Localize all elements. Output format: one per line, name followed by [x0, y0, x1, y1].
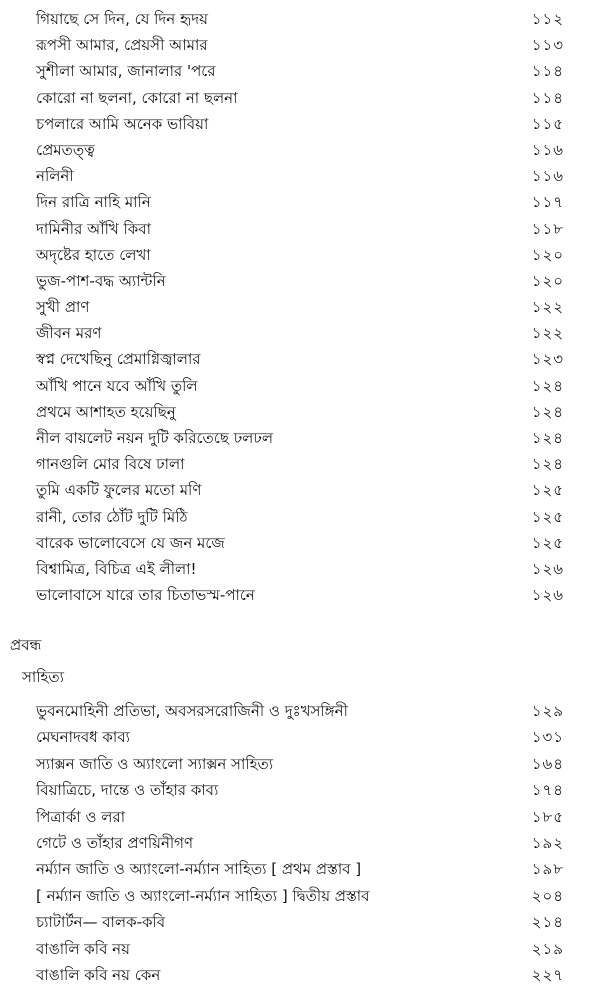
toc-entry: [0, 189, 600, 215]
toc-entry-page-number: ১২০: [531, 245, 564, 264]
toc-entry-page-number: ১৬৪: [531, 754, 564, 773]
toc-entry-page-number: ১২৬: [531, 559, 564, 578]
toc-entry-title: স্যাক্সন জাতি ও অ্যাংলো স্যাক্সন সাহিত্য: [36, 754, 274, 773]
toc-entry-page-number: ২২৭: [531, 965, 564, 984]
toc-entry-title: তুমি একটি ফুলের মতো মণি: [36, 481, 202, 500]
toc-entry: [0, 909, 600, 935]
toc-entry: [0, 724, 600, 750]
toc-entry-title: রূপসী আমার, প্রেয়সী আমার: [36, 36, 208, 55]
section-heading: প্রবন্ধ: [10, 636, 42, 654]
toc-entry: [0, 111, 600, 137]
toc-entry: [0, 6, 600, 32]
toc-entry-title: বিশ্বামিত্র, বিচিত্র এই লীলা!: [36, 559, 197, 578]
toc-entry: [0, 216, 600, 242]
toc-entry-page-number: ১১৫: [531, 114, 564, 133]
toc-entry-title: গিয়াছে সে দিন, যে দিন হৃদয়: [36, 10, 208, 28]
toc-entry-page-number: ১২০: [531, 271, 564, 290]
toc-entry-page-number: ১৮৫: [531, 807, 564, 826]
toc-entry-title: নীল বায়লেট নয়ন দুটি করিতেছে ঢলঢল: [36, 429, 274, 447]
toc-entry-page-number: ১২৫: [531, 481, 564, 500]
toc-entry-title: বাঙালি কবি নয় কেন: [36, 965, 161, 984]
toc-entry-title: আঁখি পানে যবে আঁখি তুলি: [36, 376, 198, 395]
toc-entry-page-number: ১১৪: [531, 88, 564, 107]
toc-entry-page-number: ১২৬: [531, 586, 564, 605]
toc-entry-title: নর্ম্যান জাতি ও অ্যাংলো-নর্ম্যান সাহিত্য [ প্রথম প্রস্তাব ]: [36, 860, 362, 879]
toc-entry-title: প্রেমতত্ত্ব: [36, 140, 95, 159]
toc-essays-list: [0, 698, 600, 988]
toc-entry: [0, 698, 600, 724]
toc-entry-title: গানগুলি মোর বিষে ঢালা: [36, 455, 185, 474]
toc-entry: [0, 268, 600, 294]
toc-entry: [0, 856, 600, 882]
toc-entry-page-number: ২১৪: [531, 913, 564, 932]
toc-entry-title: সুশীলা আমার, জানালার 'পরে: [36, 62, 216, 81]
toc-entry-title: দিন রাত্রি নাহি মানি: [36, 193, 151, 212]
toc-entry-page-number: ১২৪: [531, 429, 564, 447]
toc-entry: [0, 804, 600, 830]
toc-entry-title: পিত্রার্কা ও লরা: [36, 807, 126, 826]
toc-entry: [0, 85, 600, 111]
toc-entry: [0, 962, 600, 988]
toc-entry: [0, 373, 600, 399]
toc-entry: [0, 504, 600, 530]
toc-entry: [0, 530, 600, 556]
toc-entry-page-number: ১২৩: [531, 350, 564, 369]
toc-entry-title: ভুবনমোহিনী প্রতিভা, অবসরসরোজিনী ও দুঃখসঙ্গিনী: [36, 702, 348, 720]
toc-entry-page-number: ১২৫: [531, 533, 564, 552]
toc-entry-page-number: ১৯২: [531, 833, 564, 852]
toc-entry-title: গেটে ও তাঁহার প্রণয়িনীগণ: [36, 833, 194, 852]
toc-entry: [0, 294, 600, 320]
toc-entry-page-number: ১৯৮: [531, 860, 564, 879]
toc-entry: [0, 936, 600, 962]
toc-entry-title: বিয়াত্রিচে, দান্তে ও তাঁহার কাব্য: [36, 781, 219, 800]
toc-entry-page-number: ১১৪: [531, 62, 564, 81]
toc-entry: [0, 883, 600, 909]
toc-entry-page-number: ১১৮: [531, 219, 564, 238]
toc-entry-title: অদৃষ্টের হাতে লেখা: [36, 245, 151, 264]
toc-entry-title: স্বপ্ন দেখেছিনু প্রেমাগ্নিজ্বালার: [36, 350, 201, 369]
toc-entry-title: বাঙালি কবি নয়: [36, 939, 130, 958]
toc-entry-title: বারেক ভালোবেসে যে জন মজে: [36, 533, 225, 552]
toc-entry: [0, 451, 600, 477]
toc-entry-title: প্রথমে আশাহত হয়েছিনু: [36, 402, 176, 421]
toc-entry-page-number: ১২৪: [531, 455, 564, 474]
toc-entry-page-number: ১১৩: [531, 36, 564, 55]
toc-entry: [0, 32, 600, 58]
toc-entry-page-number: ১১৬: [531, 140, 564, 159]
toc-entry-title: রানী, তোর ঠোঁট দুটি মিঠি: [36, 507, 188, 526]
toc-entry: [0, 399, 600, 425]
toc-entry-title: সুখী প্রাণ: [36, 298, 90, 317]
toc-poems-list: [0, 6, 600, 608]
toc-entry-page-number: ২০৪: [531, 886, 564, 905]
toc-entry-page-number: ১২৪: [531, 376, 564, 395]
toc-entry-title: জীবন মরণ: [36, 324, 102, 343]
toc-entry: [0, 425, 600, 451]
toc-entry: [0, 556, 600, 582]
toc-entry-page-number: ১১৭: [531, 193, 564, 212]
toc-entry-page-number: ১২৫: [531, 507, 564, 526]
toc-entry: [0, 582, 600, 608]
toc-entry-page-number: ১২৯: [531, 702, 564, 720]
toc-entry-title: নলিনী: [36, 167, 74, 186]
toc-entry: [0, 137, 600, 163]
toc-entry-title: ভালোবাসে যারে তার চিতাভস্ম-পানে: [36, 586, 255, 605]
toc-entry-page-number: ১২৪: [531, 402, 564, 421]
toc-entry-page-number: ১১২: [531, 10, 564, 28]
toc-entry: [0, 751, 600, 777]
toc-entry-title: চ্যাটার্টন— বালক-কবি: [36, 913, 166, 932]
toc-entry-page-number: ২১৯: [531, 939, 564, 958]
toc-entry-title: দামিনীর আঁখি কিবা: [36, 219, 152, 238]
toc-entry-page-number: ১৩১: [531, 728, 564, 747]
toc-entry-page-number: ১৭৪: [531, 781, 564, 800]
toc-entry-title: ভুজ-পাশ-বদ্ধ অ্যান্টনি: [36, 271, 166, 290]
toc-entry: [0, 830, 600, 856]
toc-entry: [0, 477, 600, 503]
toc-entry: [0, 242, 600, 268]
toc-entry: [0, 777, 600, 803]
toc-entry-title: চপলারে আমি অনেক ভাবিয়া: [36, 114, 209, 133]
subsection-heading: সাহিত্য: [22, 668, 65, 686]
toc-entry-title: কোরো না ছলনা, কোরো না ছলনা: [36, 88, 238, 107]
toc-entry: [0, 163, 600, 189]
toc-entry-title: মেঘনাদবধ কাব্য: [36, 728, 130, 747]
toc-entry-page-number: ১১৬: [531, 167, 564, 186]
toc-entry-page-number: ১২২: [531, 298, 564, 317]
toc-entry: [0, 346, 600, 372]
toc-entry: [0, 58, 600, 84]
toc-entry-page-number: ১২২: [531, 324, 564, 343]
toc-entry-title: [ নর্ম্যান জাতি ও অ্যাংলো-নর্ম্যান সাহিত্য ] দ্বিতীয় প্রস্তাব: [36, 886, 370, 905]
toc-entry: [0, 320, 600, 346]
